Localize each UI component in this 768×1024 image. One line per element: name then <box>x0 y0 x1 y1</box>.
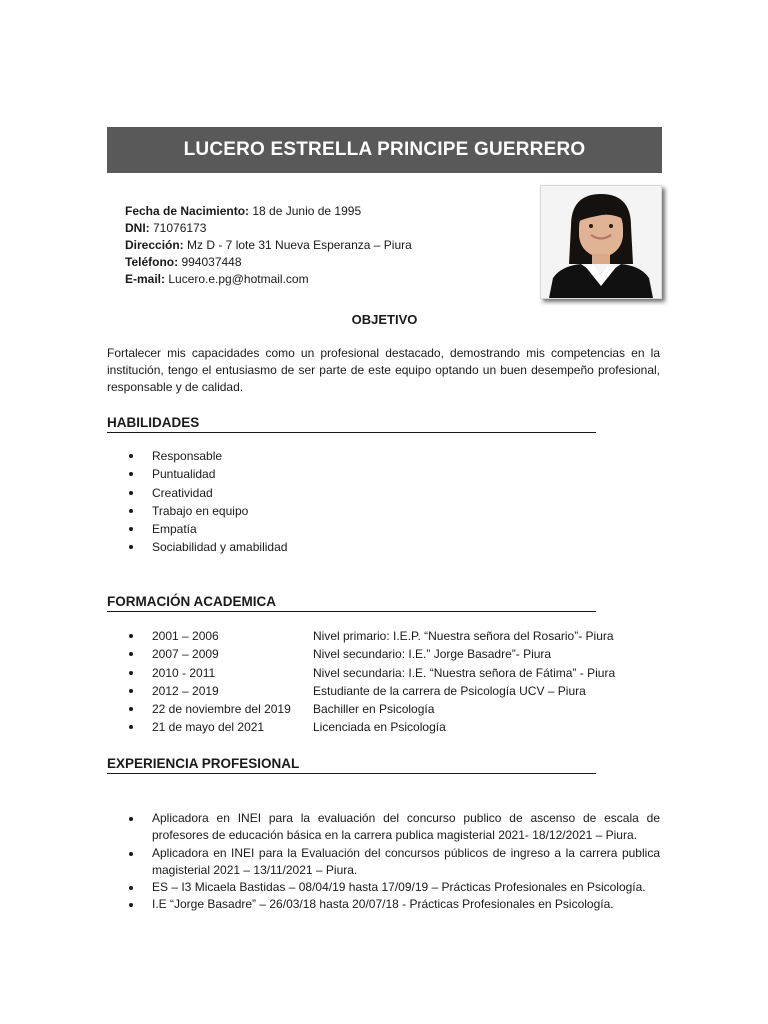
education-period: 2012 – 2019 <box>152 683 219 698</box>
bullet-icon <box>129 707 133 711</box>
list-item <box>107 896 660 913</box>
address-row <box>125 237 505 254</box>
list-item <box>107 538 287 556</box>
bullet-icon <box>129 454 133 458</box>
list-item <box>107 879 660 896</box>
phone-value: 994037448 <box>178 255 242 269</box>
list-item <box>107 718 615 736</box>
list-item <box>107 810 660 845</box>
bullet-icon <box>129 725 133 729</box>
education-detail: Estudiante de la carrera de Psicología UCV – Piura <box>313 683 586 698</box>
list-item <box>107 520 287 538</box>
dni-value: 71076173 <box>149 221 207 235</box>
bullet-icon <box>129 671 133 675</box>
skill-text: Responsable <box>152 449 223 463</box>
list-item <box>107 664 615 682</box>
experience-list <box>107 810 660 914</box>
education-detail: Nivel primario: I.E.P. “Nuestra señora del Rosario”- Piura <box>313 629 614 643</box>
email-row <box>125 271 505 288</box>
bullet-icon <box>129 817 133 821</box>
objective-text: Fortalecer mis capacidades como un profesional destacado, demostrando mis competencias en la institución, tengo el entusiasmo de ser parte de este equipo optando un buen desempeño profesional, responsable y de calidad. <box>107 346 660 394</box>
experience-text: I.E “Jorge Basadre” – 26/03/18 hasta 20/07/18 - Prácticas Profesionales en Psicología. <box>152 897 614 912</box>
objective-title: OBJETIVO <box>351 312 418 327</box>
education-period: 22 de noviembre del 2019 <box>152 702 291 717</box>
bullet-icon <box>129 634 133 638</box>
phone-row <box>125 254 505 271</box>
skill-text: Creatividad <box>152 485 213 500</box>
bullet-icon <box>129 903 133 907</box>
list-item <box>107 627 615 645</box>
list-item <box>107 502 287 520</box>
experience-text: Aplicadora en INEI para la evaluación del concurso publico de ascenso de escala de profesores de educación básica en la carrera publica magisterial 2021- 18/12/2021 – Piura. <box>152 811 660 843</box>
bullet-icon <box>129 886 133 890</box>
education-detail: Nivel secundaria: I.E. “Nuestra señora de Fátima” - Piura <box>313 665 616 680</box>
skill-text: Sociabilidad y amabilidad <box>152 540 288 555</box>
email-value: Lucero.e.pg@hotmail.com <box>165 272 309 286</box>
list-item <box>107 682 615 700</box>
email-label: E-mail: <box>125 272 166 286</box>
education-period: 21 de mayo del 2021 <box>152 720 265 735</box>
address-label: Dirección: <box>125 238 184 252</box>
skills-heading: HABILIDADES <box>107 415 596 433</box>
birth-date-value: 18 de Junio de 1995 <box>249 204 362 218</box>
bullet-icon <box>129 509 133 513</box>
list-item <box>107 700 615 718</box>
education-heading: FORMACIÓN ACADEMICA <box>107 594 596 612</box>
personal-info <box>125 203 505 288</box>
list-item <box>107 645 615 663</box>
profile-photo <box>540 185 662 299</box>
phone-label: Teléfono: <box>125 255 179 269</box>
address-value: Mz D - 7 lote 31 Nueva Esperanza – Piura <box>183 238 412 252</box>
portrait-illustration <box>541 186 661 298</box>
education-period: 2007 – 2009 <box>152 647 219 662</box>
bullet-icon <box>129 652 133 656</box>
bullet-icon <box>129 472 133 476</box>
birth-date-label: Fecha de Nacimiento: <box>125 204 250 218</box>
skills-list <box>107 447 287 557</box>
bullet-icon <box>129 527 133 531</box>
education-period: 2010 - 2011 <box>152 665 216 680</box>
education-list <box>107 627 615 737</box>
bullet-icon <box>129 491 133 495</box>
experience-text: Aplicadora en INEI para la Evaluación del concursos públicos de ingreso a la carrera publica magisterial 2021 – 13/11/2021 – Piura. <box>152 845 660 877</box>
education-detail: Nivel secundario: I.E.” Jorge Basadre”- Piura <box>313 647 552 662</box>
education-detail: Bachiller en Psicología <box>313 702 435 717</box>
list-item <box>107 447 287 465</box>
skill-text: Puntualidad <box>152 467 216 482</box>
dni-label: DNI: <box>125 221 150 235</box>
list-item <box>107 484 287 502</box>
dni-row <box>125 220 505 237</box>
birth-date-row <box>125 203 505 220</box>
skill-text: Trabajo en equipo <box>152 503 249 518</box>
bullet-icon <box>129 852 133 856</box>
name-banner <box>107 127 662 173</box>
full-name: LUCERO ESTRELLA PRINCIPE GUERRERO <box>183 139 586 160</box>
skill-text: Empatía <box>152 522 197 537</box>
experience-heading: EXPERIENCIA PROFESIONAL <box>107 756 596 774</box>
education-period: 2001 – 2006 <box>152 629 219 643</box>
bullet-icon <box>129 545 133 549</box>
list-item <box>107 845 660 880</box>
experience-text: ES – I3 Micaela Bastidas – 08/04/19 hasta 17/09/19 – Prácticas Profesionales en Psicología. <box>152 880 646 895</box>
bullet-icon <box>129 689 133 693</box>
education-detail: Licenciada en Psicología <box>313 720 446 735</box>
list-item <box>107 465 287 483</box>
